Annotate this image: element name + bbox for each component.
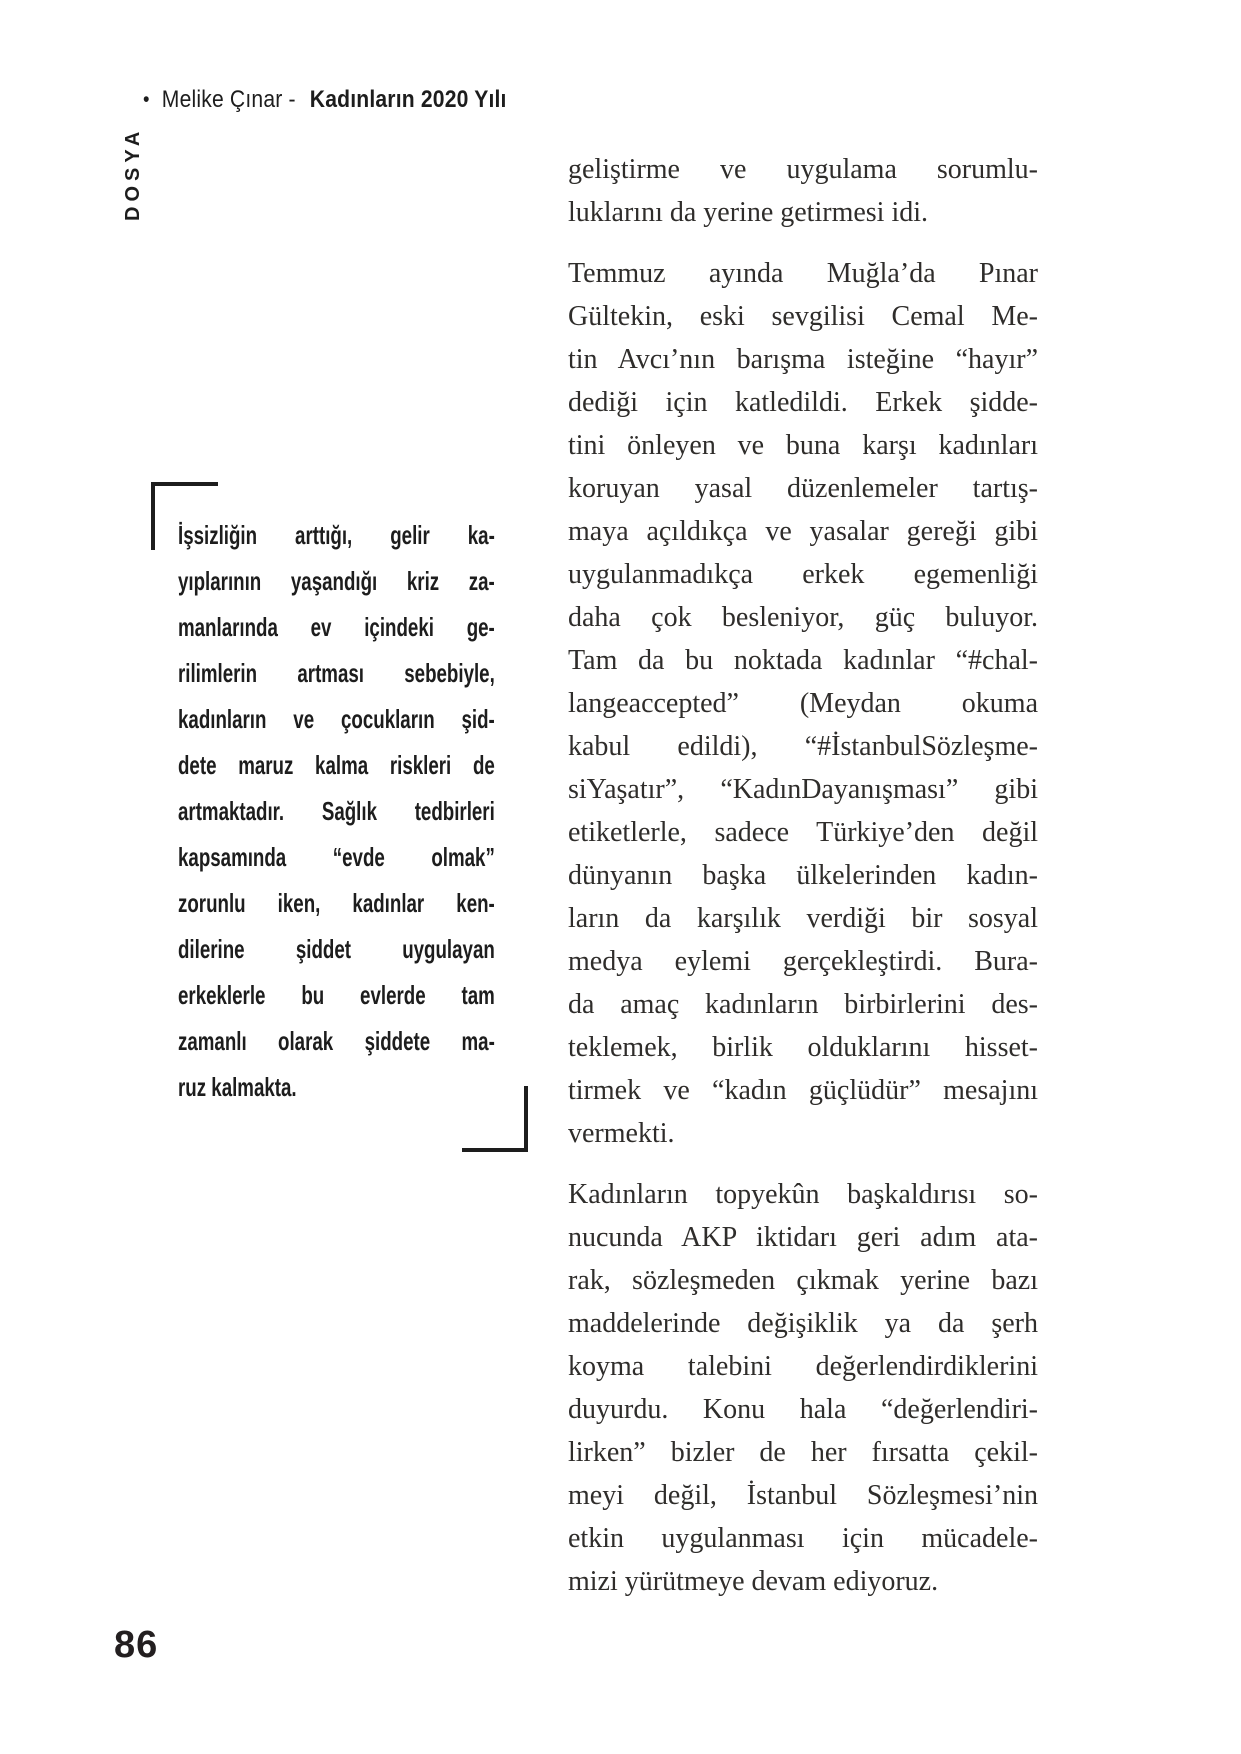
text-line: vermekti. <box>568 1118 675 1149</box>
text-line: uygulanmadıkça erkek egemenliği <box>568 559 1038 590</box>
text-line: rak, sözleşmeden çıkmak yerine bazı <box>568 1265 1038 1296</box>
text-line: İşsizliğin arttığı, gelir ka- <box>178 520 495 550</box>
text-line: dediği için katledildi. Erkek şidde- <box>568 387 1038 418</box>
text-line: ruz kalmakta. <box>178 1072 297 1102</box>
text-line: koyma talebini değerlendirdiklerini <box>568 1351 1038 1382</box>
text-line: manlarında ev içindeki ge- <box>178 612 495 642</box>
text-line: tirmek ve “kadın güçlüdür” mesajını <box>568 1075 1038 1106</box>
article-paragraph-1 <box>568 148 1038 234</box>
text-line: tini önleyen ve buna karşı kadınları <box>568 430 1038 461</box>
text-line: mizi yürütmeye devam ediyoruz. <box>568 1566 939 1597</box>
text-line: etkin uygulanması için mücadele- <box>568 1523 1038 1554</box>
text-line: Kadınların topyekûn başkaldırısı so- <box>568 1179 1038 1210</box>
text-line: artmaktadır. Sağlık tedbirleri <box>178 796 495 826</box>
header-article-title: Kadınların 2020 Yılı <box>309 86 507 113</box>
text-line: lirken” bizler de her fırsatta çekil- <box>568 1437 1038 1468</box>
text-line: zamanlı olarak şiddete ma- <box>178 1026 495 1056</box>
text-line: erkeklerle bu evlerde tam <box>178 980 495 1010</box>
text-line: Gültekin, eski sevgilisi Cemal Me- <box>568 301 1038 332</box>
text-line: rilimlerin artması sebebiyle, <box>178 658 495 688</box>
header-author: Melike Çınar - <box>161 86 296 113</box>
text-line: zorunlu iken, kadınlar ken- <box>178 888 495 918</box>
section-label-dosya: DOSYA <box>122 126 144 221</box>
text-line: maya açıldıkça ve yasalar gereği gibi <box>568 516 1038 547</box>
text-line: meyi değil, İstanbul Sözleşmesi’nin <box>568 1480 1038 1511</box>
text-line: teklemek, birlik olduklarını hisset- <box>568 1032 1038 1063</box>
page-number: 86 <box>114 1624 159 1666</box>
text-line: langeaccepted” (Meydan okuma <box>568 688 1038 719</box>
text-line: kadınların ve çocukların şid- <box>178 704 495 734</box>
text-line: Tam da bu noktada kadınlar “#chal- <box>568 645 1038 676</box>
pullquote <box>178 512 495 1110</box>
bullet-icon: • <box>143 88 150 111</box>
text-line: tin Avcı’nın barışma isteğine “hayır” <box>568 344 1038 375</box>
text-line: Temmuz ayında Muğla’da Pınar <box>568 258 1038 289</box>
text-line: daha çok besleniyor, güç buluyor. <box>568 602 1038 633</box>
text-line: dilerine şiddet uygulayan <box>178 934 495 964</box>
text-line: koruyan yasal düzenlemeler tartış- <box>568 473 1038 504</box>
pullquote-close-bracket <box>462 1086 528 1152</box>
text-line: medya eylemi gerçekleştirdi. Bura- <box>568 946 1038 977</box>
page-header <box>143 86 507 114</box>
text-line: ların da karşılık verdiği bir sosyal <box>568 903 1038 934</box>
text-line: nucunda AKP iktidarı geri adım ata- <box>568 1222 1038 1253</box>
text-line: dete maruz kalma riskleri de <box>178 750 495 780</box>
text-line: kapsamında “evde olmak” <box>178 842 495 872</box>
text-line: geliştirme ve uygulama sorumlu- <box>568 154 1038 185</box>
text-line: duyurdu. Konu hala “değerlendiri- <box>568 1394 1038 1425</box>
text-line: luklarını da yerine getirmesi idi. <box>568 197 929 228</box>
text-line: da amaç kadınların birbirlerini des- <box>568 989 1038 1020</box>
article-text-column <box>568 148 1038 1621</box>
text-line: yıplarının yaşandığı kriz za- <box>178 566 495 596</box>
article-paragraph-2 <box>568 252 1038 1155</box>
text-line: dünyanın başka ülkelerinden kadın- <box>568 860 1038 891</box>
text-line: kabul edildi), “#İstanbulSözleşme- <box>568 731 1038 762</box>
text-line: etiketlerle, sadece Türkiye’den değil <box>568 817 1038 848</box>
text-line: siYaşatır”, “KadınDayanışması” gibi <box>568 774 1038 805</box>
article-paragraph-3 <box>568 1173 1038 1603</box>
text-line: maddelerinde değişiklik ya da şerh <box>568 1308 1038 1339</box>
